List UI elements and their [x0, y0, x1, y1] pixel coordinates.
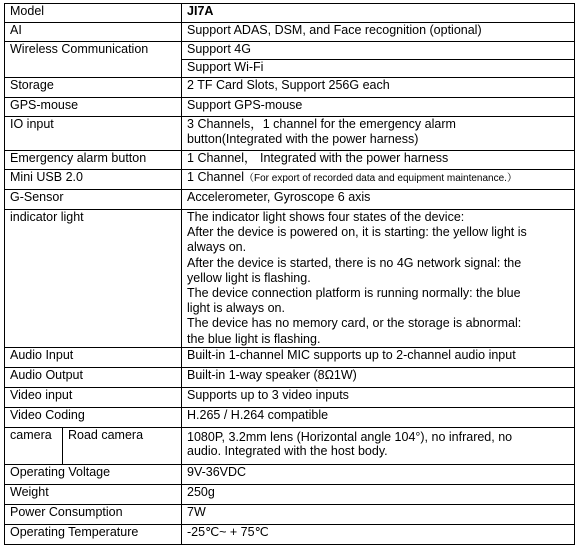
value-line: 1080P, 3.2mm lens (Horizontal angle 104°), no infrared, no — [187, 429, 513, 444]
row-value: Accelerometer, Gyroscope 6 axis — [182, 190, 575, 210]
table-row — [5, 347, 575, 367]
table-row — [5, 190, 575, 210]
row-label: IO input — [5, 117, 182, 151]
row-label: G-Sensor — [5, 190, 182, 210]
indicator-line: light is always on. — [187, 301, 285, 316]
row-label: Video Coding — [5, 407, 182, 427]
usb-value: 1 Channel — [187, 170, 245, 184]
row-value: 250g — [182, 484, 575, 504]
indicator-line: The device connection platform is running normally: the blue — [187, 286, 521, 301]
row-value: Built-in 1-channel MIC supports up to 2-channel audio input — [182, 347, 575, 367]
row-label: Operating Temperature — [5, 524, 182, 544]
row-value: Built-in 1-way speaker (8Ω1W) — [182, 367, 575, 387]
table-row — [5, 23, 575, 42]
row-label: GPS-mouse — [5, 98, 182, 117]
row-value: Supports up to 3 video inputs — [182, 387, 575, 407]
row-label: Operating Voltage — [5, 464, 182, 484]
row-sublabel: Road camera — [63, 427, 182, 464]
table-row — [5, 504, 575, 524]
table-row — [5, 367, 575, 387]
row-value — [182, 210, 575, 348]
indicator-line: the blue light is flashing. — [187, 331, 321, 346]
row-label: Storage — [5, 78, 182, 98]
table-row — [5, 407, 575, 427]
row-value — [182, 170, 575, 190]
table-row — [5, 151, 575, 170]
row-label: indicator light — [5, 210, 182, 348]
table-row — [5, 464, 575, 484]
row-label: Model — [5, 4, 182, 23]
row-value: Support 4G — [182, 42, 575, 60]
row-value: Support GPS-mouse — [182, 98, 575, 117]
usb-note: （For export of recorded data and equipment maintenance.） — [244, 173, 517, 184]
row-value: 1 Channel， Integrated with the power harness — [182, 151, 575, 170]
row-label: Audio Input — [5, 347, 182, 367]
row-value: H.265 / H.264 compatible — [182, 407, 575, 427]
indicator-line: After the device is powered on, it is starting: the yellow light is — [187, 225, 527, 240]
indicator-line: The indicator light shows four states of the device: — [187, 210, 465, 224]
table-row — [5, 427, 575, 464]
indicator-line: After the device is started, there is no 4G network signal: the — [187, 255, 522, 270]
row-value: 2 TF Card Slots, Support 256G each — [182, 78, 575, 98]
indicator-line: yellow light is flashing. — [187, 270, 311, 285]
row-value: JI7A — [182, 4, 575, 23]
table-row — [5, 210, 575, 348]
spec-table — [4, 3, 575, 545]
value-line: button(Integrated with the power harness) — [187, 131, 419, 146]
row-label: camera — [5, 427, 63, 464]
row-label: Weight — [5, 484, 182, 504]
row-label: Emergency alarm button — [5, 151, 182, 170]
table-row — [5, 98, 575, 117]
row-label: Wireless Communication — [5, 42, 182, 78]
row-value: 9V-36VDC — [182, 464, 575, 484]
row-value: -25℃~ + 75℃ — [182, 524, 575, 544]
row-label: Mini USB 2.0 — [5, 170, 182, 190]
table-row — [5, 78, 575, 98]
row-label: Video input — [5, 387, 182, 407]
table-row — [5, 170, 575, 190]
row-value: 7W — [182, 504, 575, 524]
table-row — [5, 524, 575, 544]
row-value — [182, 117, 575, 151]
row-label: Power Consumption — [5, 504, 182, 524]
indicator-line: The device has no memory card, or the storage is abnormal: — [187, 316, 522, 331]
table-row — [5, 387, 575, 407]
table-row — [5, 42, 575, 60]
value-line: audio. Integrated with the host body. — [187, 444, 388, 459]
table-row — [5, 484, 575, 504]
row-value: Support ADAS, DSM, and Face recognition (optional) — [182, 23, 575, 42]
row-value — [182, 427, 575, 464]
table-row — [5, 117, 575, 151]
indicator-line: always on. — [187, 240, 247, 255]
row-label: Audio Output — [5, 367, 182, 387]
row-label: AI — [5, 23, 182, 42]
row-value: Support Wi-Fi — [182, 60, 575, 78]
value-line: 3 Channels，1 channel for the emergency alarm — [187, 117, 456, 131]
table-row — [5, 4, 575, 23]
